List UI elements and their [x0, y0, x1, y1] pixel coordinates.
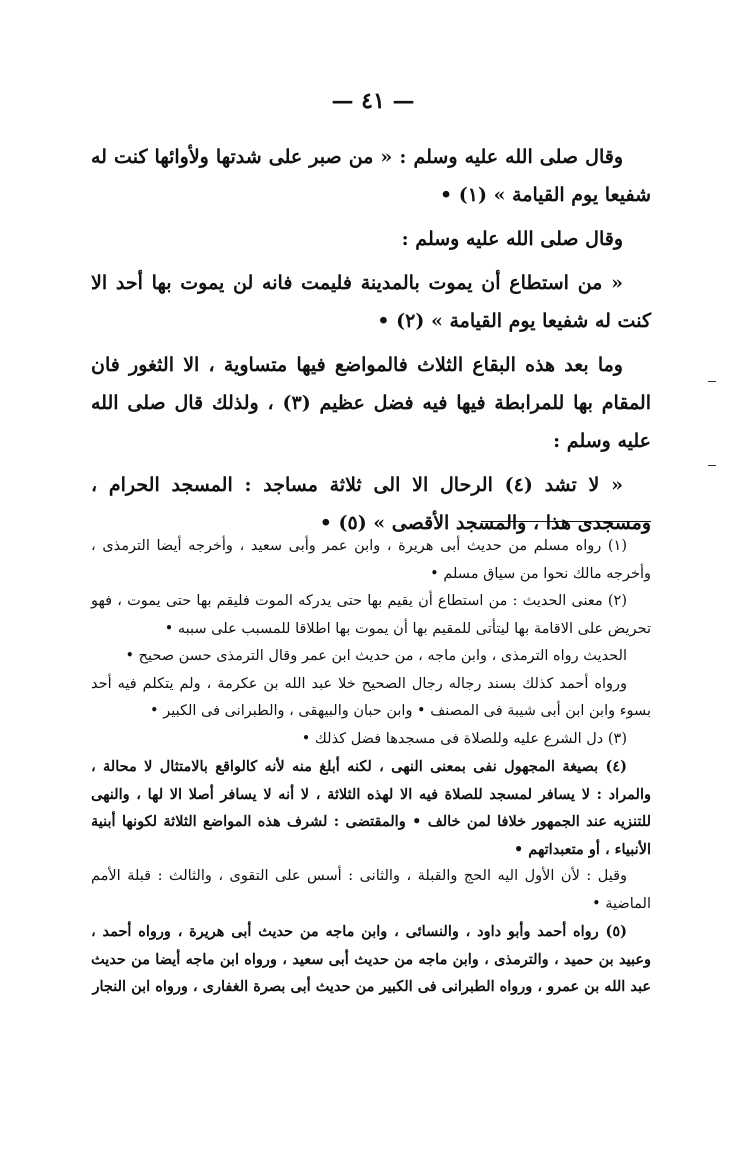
footnote: وقيل : لأن الأول اليه الحج والقبلة ، والثانى : أسس على التقوى ، والثالث : قبلة الأمم الماضية • — [91, 868, 651, 912]
footnote-divider — [481, 521, 651, 522]
footnote: الحديث رواه الترمذى ، وابن ماجه ، من حديث ابن عمر وقال الترمذى حسن صحيح • — [125, 648, 627, 664]
footnote: ورواه أحمد كذلك بسند رجاله رجال الصحيح خلا عبد الله بن عكرمة ، ولم يتكلم فيه أحد بسوء وابن ابن أبى شيبة فى المصنف • وابن حبان والبيهقى ، والطبرانى فى الكبير • — [91, 675, 651, 719]
main-paragraph: « من استطاع أن يموت بالمدينة فليمت فانه لن يموت بها أحد الا كنت له شفيعا يوم القيامة » (٢) • — [91, 272, 651, 332]
main-text — [91, 138, 651, 548]
margin-mark — [708, 381, 716, 382]
main-paragraph: « لا تشد (٤) الرحال الا الى ثلاثة مساجد : المسجد الحرام ، ومسجدى هذا ، والمسجد الأقصى » (٥) • — [91, 474, 651, 534]
footnote: (٥) رواه أحمد وأبو داود ، والنسائى ، وابن ماجه من حديث أبى هريرة ، ورواه أحمد ، وعبيد بن حميد ، والترمذى ، وابن ماجه من حديث أبى سعيد ، ورواه ابن ماجه أيضا من حديث عبد الله بن عمرو ، ورواه الطبرانى فى الكبير من حديث أبى بصرة الغفارى ، ورواه ابن النجار — [91, 923, 651, 995]
footnotes — [91, 533, 651, 1001]
footnote: (٤) بصيغة المجهول نفى بمعنى النهى ، لكنه أبلغ منه لأنه كالواقع بالامتثال لا محالة ، والمراد : لا يسافر لمسجد للصلاة فيه الا لهذه الثلاثة ، لا أنه لا يسافر أصلا الا لها ، والنهى للتنزيه عند الجمهور خلافا لمن خالف • والمقتضى : لشرف هذه المواضع الثلاثة لكونها أبنية الأنبياء ، أو متعبداتهم • — [91, 758, 651, 858]
main-paragraph: وما بعد هذه البقاع الثلاث فالمواضع فيها متساوية ، الا الثغور فان المقام بها للمرابطة فيها فيه فضل عظيم (٣) ، ولذلك قال صلى الله عليه وسلم : — [91, 354, 651, 452]
footnote: (٢) معنى الحديث : من استطاع أن يقيم بها حتى يدركه الموت فليقم بها حتى يموت ، فهو تحريض على الاقامة بها ليتأتى للمقيم بها أن يموت بها اطلاقا للمسبب على سببه • — [91, 593, 651, 637]
margin-mark — [708, 465, 716, 466]
main-paragraph: وقال صلى الله عليه وسلم : « من صبر على شدتها ولأوائها كنت له شفيعا يوم القيامة » (١) • — [91, 146, 651, 206]
main-paragraph: وقال صلى الله عليه وسلم : — [401, 228, 623, 250]
footnote: (٣) دل الشرع عليه وللصلاة فى مسجدها فضل كذلك • — [301, 730, 627, 747]
footnote: (١) رواه مسلم من حديث أبى هريرة ، وابن عمر وأبى سعيد ، وأخرجه أيضا الترمذى ، وأخرجه مالك نحوا من سياق مسلم • — [91, 538, 651, 582]
page-number: — ٤١ — — [331, 88, 415, 114]
